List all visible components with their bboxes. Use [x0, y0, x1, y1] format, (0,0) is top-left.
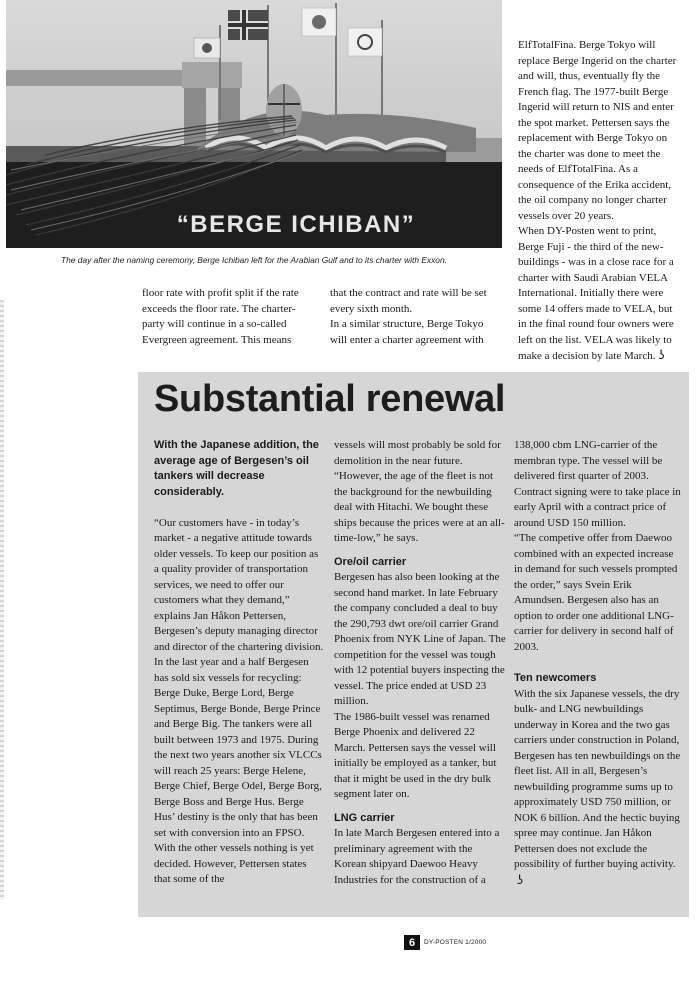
photo-caption: The day after the naming ceremony, Berge Ichiban left for the Arabian Gulf and to its charter with Exxon. [61, 255, 447, 265]
article-paragraph: 138,000 cbm LNG-carrier of the membran type. The vessel will be delivered first quarter of 2003. Contract signing were to take place in early April with a contract price of around USD 150 million. [514, 439, 681, 529]
article-paragraph: vessels will most probably be sold for demolition in the near future. [334, 439, 501, 467]
publication-name: DY-POSTEN 1/2000 [424, 939, 487, 946]
hull-name-text: “BERGE ICHIBAN” [176, 211, 416, 238]
intro-column-b [330, 286, 498, 348]
end-mark-icon: ʖ [517, 872, 524, 887]
article-paragraph: The 1986-built vessel was renamed Berge Phoenix and delivered 22 March. Pettersen says the vessel will initially be employed as a tanker, but that it might be used in the dry bulk segment later on. [334, 710, 497, 800]
intro-column-a [142, 286, 310, 348]
article-paragraph: In the last year and a half Bergesen has sold six vessels for recycling: Berge Duke, Berge Lord, Berge Septimus, Berge Bonde, Berge Prince and Berge Big. The tankers were all built between 1973 and 1975. During the next two years another six VLCCs will reach 25 years: Berge Helene, Berge Chief, Berge Odel, Berge Borg, Berge Boss and Berge Hus. Berge Hus’ destiny is the only that has been set with conversion into an FPSO. With the other vessels nothing is yet decided. However, Pettersen states that some of the [154, 656, 322, 885]
end-mark-icon: ʖ [658, 348, 665, 362]
article-paragraph: “Our customers have - in today’s market - a negative attitude towards older vessels. To keep our position as a quality provider of transportation services, we need to offer our customers what they demand,” explains Jan Håkon Pettersen, Bergesen’s deputy managing director and director of the chartering division. [154, 516, 324, 653]
page-footer [404, 935, 486, 950]
intro-paragraph: that the contract and rate will be set every sixth month. [330, 287, 487, 315]
ship-photo [6, 0, 502, 248]
scan-edge-artifact [0, 300, 4, 900]
article-paragraph: In late March Bergesen entered into a preliminary agreement with the Korean shipyard Daewoo Heavy Industries for the construction of a [334, 827, 500, 886]
intro-paragraph: When DY-Posten went to print, Berge Fuji - the third of the new-buildings - was in a close race for a charter with Saudi Arabian VELA International. Initially there were some 14 offers made to VELA, but in the final round four owners were left on the list. VELA was likely to make a decision by late March. ʖ [518, 225, 674, 362]
intro-paragraph: ElfTotalFina. Berge Tokyo will replace Berge Ingerid on the charter and will, thus, eventually fly the French flag. The 1977-built Berge Ingerid will return to NIS and enter the spot market. Pettersen says the replacement with Berge Tokyo on the charter was done to meet the needs of ElfTotalFina. As a consequence of the Erika accident, the oil company no longer charter vessels over 20 years. [518, 39, 677, 222]
article-paragraph: “However, the age of the fleet is not the background for the newbuilding deal with Hitachi. We bought these ships because the prices were at an all-time-low,” he says. [334, 470, 505, 544]
article-column-3 [514, 438, 684, 889]
article-paragraph: With the six Japanese vessels, the dry bulk- and LNG newbuildings underway in Korea and the two gas carriers under construction in Poland, Bergesen has ten newbuildings on the fleet list. All in all, Bergesen’s newbuilding programme sums up to approximately USD 750 million, or NOK 6 billion. And the hectic buying spree may continue. Jan Håkon Pettersen does not exclude the possibility of further buying activity.ʖ [514, 687, 681, 887]
subhead-ore-oil: Ore/oil carrier [334, 555, 407, 568]
subhead-ten-newcomers: Ten newcomers [514, 672, 597, 684]
article-column-1 [154, 438, 324, 888]
subhead-lng: LNG carrier [334, 811, 395, 824]
article-column-2 [334, 438, 506, 888]
article-lead: With the Japanese addition, the average age of Bergesen’s oil tankers will decrease considerably. [154, 439, 319, 498]
intro-paragraph: floor rate with profit split if the rate exceeds the floor rate. The charter-party will continue in a so-called Evergreen agreement. This means [142, 287, 299, 346]
page-number: 6 [404, 935, 420, 950]
article-paragraph: “The competive offer from Daewoo combined with an expected increase in demand for such vessels prompted the order,” says Svein Erik Amundsen. Bergesen also has an option to order one additional LNG-carrier for delivery in second half of 2003. [514, 532, 678, 653]
intro-right-column [518, 38, 683, 365]
article-title: Substantial renewal [154, 378, 506, 420]
article-paragraph: Bergesen has also been looking at the second hand market. In late February the company concluded a deal to buy the 290,793 dwt ore/oil carrier Grand Phoenix from NYK Line of Japan. The competition for the vessel was tough with 12 potential buyers inspecting the vessel. The price ended at USD 23 million. [334, 571, 506, 707]
intro-paragraph: In a similar structure, Berge Tokyo will enter a charter agreement with [330, 318, 484, 346]
